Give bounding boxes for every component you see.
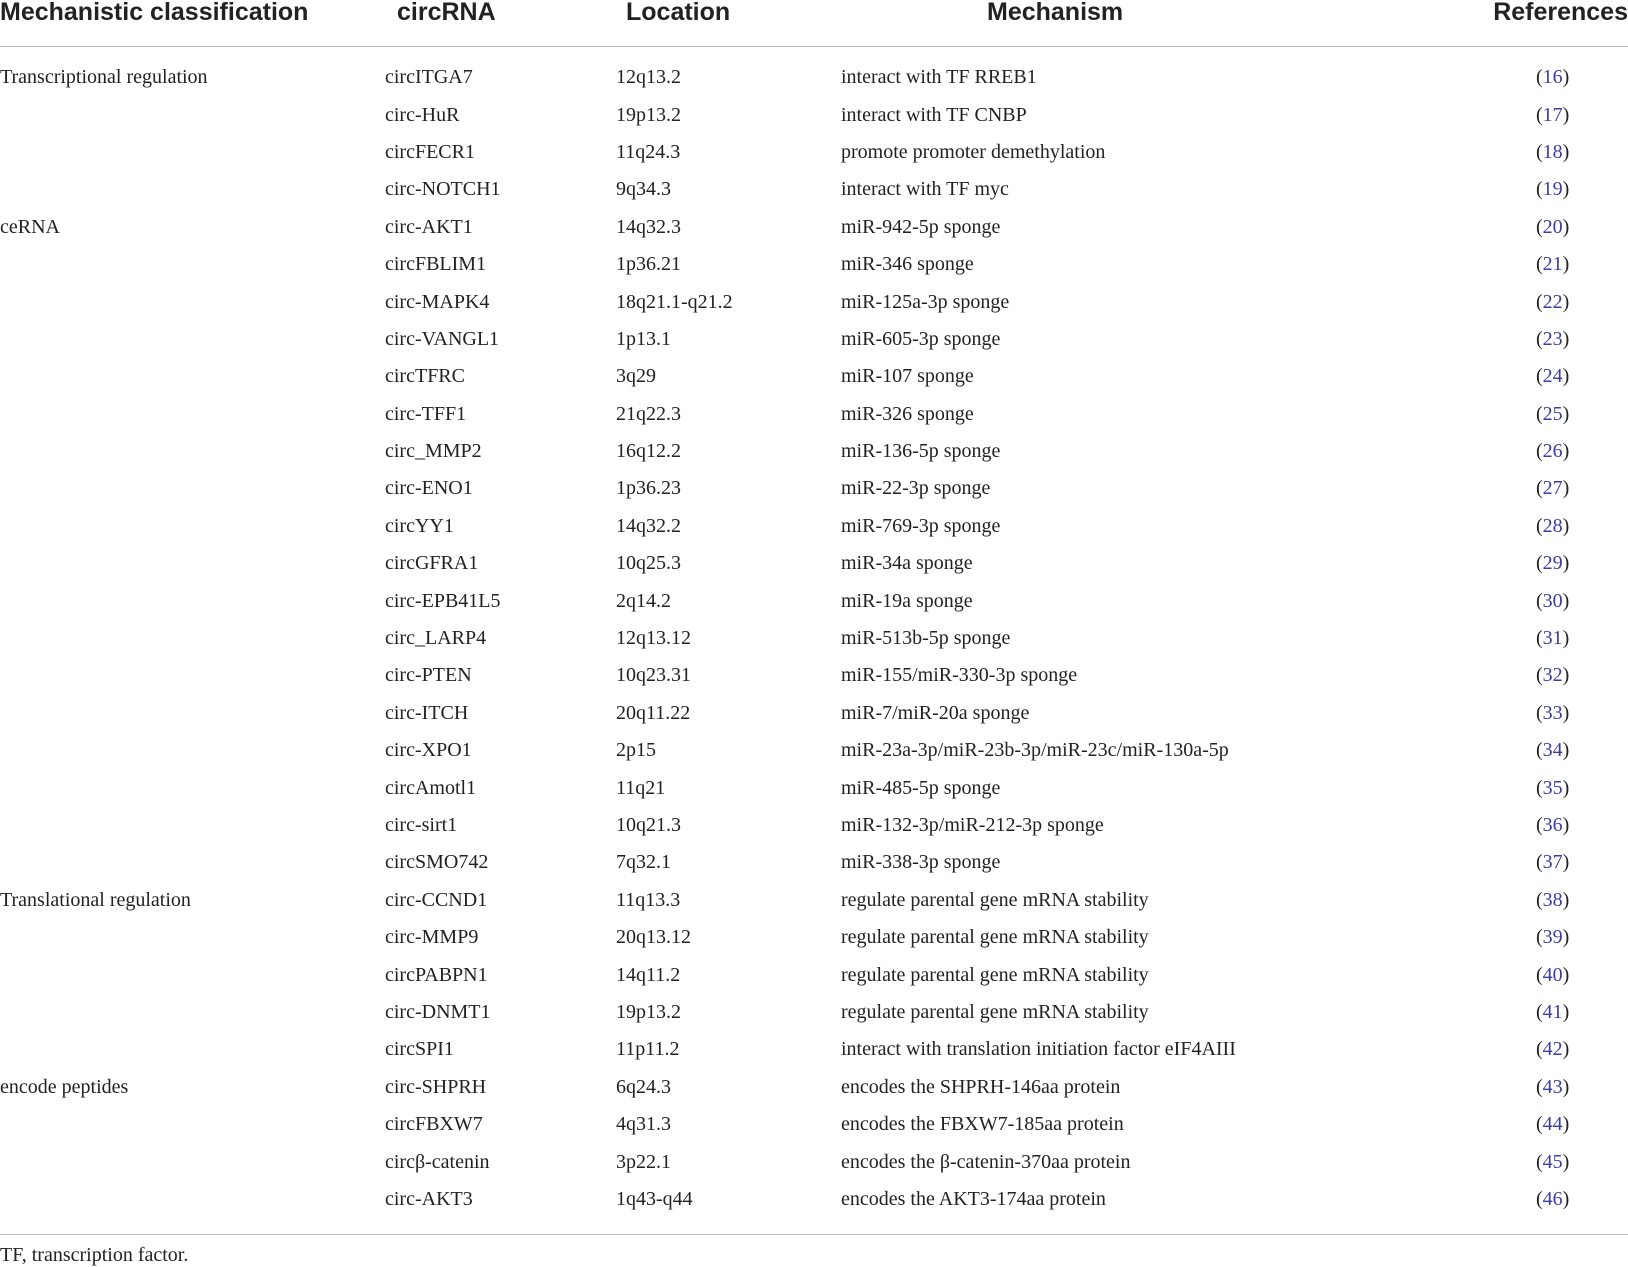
cell-location: 21q22.3 <box>616 402 681 425</box>
cell-circrna: circ-HuR <box>385 103 460 126</box>
cell-location: 3p22.1 <box>616 1150 671 1173</box>
ref-close-paren: ) <box>1562 514 1570 537</box>
cell-mechanism: miR-107 sponge <box>841 365 974 388</box>
ref-open-paren: ( <box>1536 215 1543 238</box>
cell-reference <box>1487 994 1628 1031</box>
cell-location: 16q12.2 <box>616 440 681 463</box>
cell-mechanism: encodes the FBXW7-185aa protein <box>841 1113 1124 1136</box>
cell-classification <box>0 321 385 358</box>
cell-location: 11q21 <box>616 776 666 799</box>
cell-reference <box>1487 358 1628 395</box>
cell-mechanism: miR-942-5p sponge <box>841 215 1001 238</box>
ref-open-paren: ( <box>1536 477 1543 500</box>
cell-classification <box>0 171 385 208</box>
cell-classification <box>0 956 385 993</box>
cell-reference <box>1487 396 1628 433</box>
cell-circrna: circFECR1 <box>385 140 475 163</box>
cell-reference <box>1487 1143 1628 1180</box>
cell-mechanism: regulate parental gene mRNA stability <box>841 888 1149 911</box>
header-mechanism: Mechanism <box>841 0 1487 47</box>
cell-mechanism: regulate parental gene mRNA stability <box>841 963 1149 986</box>
cell-reference <box>1487 433 1628 470</box>
reference-link[interactable]: 24 <box>1542 365 1563 388</box>
cell-reference <box>1487 919 1628 956</box>
cell-mechanism: miR-346 sponge <box>841 253 974 276</box>
cell-reference <box>1487 620 1628 657</box>
cell-classification <box>0 470 385 507</box>
cell-location: 2q14.2 <box>616 589 671 612</box>
cell-circrna: circ-MMP9 <box>385 926 479 949</box>
table-row <box>0 919 1628 956</box>
ref-open-paren: ( <box>1536 851 1543 874</box>
cell-classification: ceRNA <box>0 215 60 238</box>
cell-circrna: circ-PTEN <box>385 664 472 687</box>
ref-open-paren: ( <box>1536 701 1543 724</box>
cell-location: 1p36.23 <box>616 477 681 500</box>
table-row <box>0 657 1628 694</box>
table-row <box>0 1106 1628 1143</box>
ref-close-paren: ) <box>1562 589 1570 612</box>
cell-circrna: circ-CCND1 <box>385 888 488 911</box>
cell-classification <box>0 1031 385 1068</box>
reference-link[interactable]: 28 <box>1542 514 1563 537</box>
cell-reference <box>1487 1106 1628 1143</box>
cell-classification <box>0 582 385 619</box>
cell-mechanism: miR-136-5p sponge <box>841 440 1001 463</box>
ref-open-paren: ( <box>1536 402 1543 425</box>
cell-classification <box>0 433 385 470</box>
ref-close-paren: ) <box>1562 739 1570 762</box>
cell-reference <box>1487 769 1628 806</box>
cell-reference <box>1487 321 1628 358</box>
table-row <box>0 769 1628 806</box>
cell-circrna: circ-EPB41L5 <box>385 589 501 612</box>
cell-classification <box>0 807 385 844</box>
cell-circrna: circ-SHPRH <box>385 1075 487 1098</box>
cell-reference <box>1487 545 1628 582</box>
cell-location: 7q32.1 <box>616 851 671 874</box>
cell-mechanism: encodes the AKT3-174aa protein <box>841 1181 1487 1235</box>
cell-mechanism: miR-23a-3p/miR-23b-3p/miR-23c/miR-130a-5p <box>841 739 1229 762</box>
cell-mechanism: miR-338-3p sponge <box>841 851 1001 874</box>
table-row <box>0 582 1628 619</box>
reference-link[interactable]: 38 <box>1542 888 1563 911</box>
cell-reference <box>1487 695 1628 732</box>
header-location: Location <box>616 0 841 47</box>
cell-reference <box>1487 134 1628 171</box>
cell-location: 1p13.1 <box>616 327 671 350</box>
cell-reference <box>1487 283 1628 320</box>
ref-close-paren: ) <box>1562 888 1570 911</box>
cell-classification <box>0 769 385 806</box>
cell-location: 9q34.3 <box>616 178 671 201</box>
reference-link[interactable]: 20 <box>1542 215 1563 238</box>
table-row <box>0 433 1628 470</box>
ref-close-paren: ) <box>1562 1038 1570 1061</box>
ref-open-paren: ( <box>1536 552 1543 575</box>
reference-link[interactable]: 40 <box>1542 963 1563 986</box>
cell-circrna: circ-AKT1 <box>385 215 473 238</box>
ref-open-paren: ( <box>1536 888 1543 911</box>
table-row <box>0 1181 1628 1235</box>
cell-mechanism: miR-513b-5p sponge <box>841 627 1011 650</box>
reference-link[interactable]: 43 <box>1542 1075 1563 1098</box>
reference-link[interactable]: 34 <box>1542 739 1563 762</box>
cell-mechanism: interact with TF myc <box>841 178 1009 201</box>
table-header <box>0 0 1628 47</box>
ref-close-paren: ) <box>1562 290 1570 313</box>
cell-location: 10q25.3 <box>616 552 681 575</box>
table-row <box>0 1031 1628 1068</box>
reference-link[interactable]: 41 <box>1542 1000 1563 1023</box>
cell-reference <box>1487 209 1628 246</box>
reference-link[interactable]: 26 <box>1542 440 1563 463</box>
cell-reference <box>1487 470 1628 507</box>
cell-reference <box>1487 732 1628 769</box>
cell-classification <box>0 1106 385 1143</box>
cell-location: 11q13.3 <box>616 888 681 911</box>
cell-circrna: circSMO742 <box>385 851 489 874</box>
cell-mechanism: interact with TF RREB1 <box>841 66 1037 89</box>
ref-open-paren: ( <box>1536 327 1543 350</box>
ref-close-paren: ) <box>1562 178 1570 201</box>
cell-mechanism: regulate parental gene mRNA stability <box>841 1000 1149 1023</box>
cell-classification <box>0 994 385 1031</box>
cell-classification <box>0 283 385 320</box>
ref-close-paren: ) <box>1562 440 1570 463</box>
cell-mechanism: promote promoter demethylation <box>841 140 1106 163</box>
cell-location: 11p11.2 <box>616 1038 680 1061</box>
cell-mechanism: interact with TF CNBP <box>841 103 1027 126</box>
table-row <box>0 882 1628 919</box>
table-row <box>0 620 1628 657</box>
cell-classification <box>0 1181 385 1235</box>
ref-open-paren: ( <box>1536 1000 1543 1023</box>
cell-reference <box>1487 844 1628 881</box>
cell-circrna: circAmotl1 <box>385 776 477 799</box>
cell-location: 20q11.22 <box>616 701 691 724</box>
ref-open-paren: ( <box>1536 1150 1543 1173</box>
ref-open-paren: ( <box>1536 1075 1543 1098</box>
cell-classification <box>0 358 385 395</box>
ref-open-paren: ( <box>1536 589 1543 612</box>
cell-circrna: circFBLIM1 <box>385 253 487 276</box>
table-row <box>0 1143 1628 1180</box>
cell-circrna: circ-ITCH <box>385 701 469 724</box>
ref-close-paren: ) <box>1562 664 1570 687</box>
reference-link[interactable]: 39 <box>1542 926 1563 949</box>
table-row <box>0 358 1628 395</box>
cell-mechanism: miR-769-3p sponge <box>841 514 1001 537</box>
ref-close-paren: ) <box>1562 103 1570 126</box>
reference-link[interactable]: 29 <box>1542 552 1563 575</box>
cell-circrna: circITGA7 <box>385 66 473 89</box>
cell-location: 2p15 <box>616 739 656 762</box>
cell-location: 10q23.31 <box>616 664 691 687</box>
table-row <box>0 807 1628 844</box>
cell-circrna: circGFRA1 <box>385 552 479 575</box>
cell-location: 14q32.2 <box>616 514 681 537</box>
ref-open-paren: ( <box>1536 926 1543 949</box>
table-row <box>0 994 1628 1031</box>
reference-link[interactable]: 31 <box>1542 627 1563 650</box>
cell-circrna: circ-NOTCH1 <box>385 178 501 201</box>
reference-link[interactable]: 46 <box>1542 1187 1563 1210</box>
cell-location: 6q24.3 <box>616 1075 671 1098</box>
cell-circrna: circ-TFF1 <box>385 402 467 425</box>
ref-open-paren: ( <box>1536 1187 1543 1210</box>
table-row <box>0 47 1628 97</box>
ref-close-paren: ) <box>1562 66 1570 89</box>
header-mechanistic-classification: Mechanistic classification <box>0 0 385 47</box>
reference-link[interactable]: 27 <box>1542 477 1563 500</box>
cell-mechanism: miR-19a sponge <box>841 589 973 612</box>
cell-location: 1q43-q44 <box>616 1181 841 1235</box>
cell-classification <box>0 508 385 545</box>
cell-circrna: circ_LARP4 <box>385 627 487 650</box>
ref-close-paren: ) <box>1562 477 1570 500</box>
ref-close-paren: ) <box>1562 327 1570 350</box>
cell-circrna: circSPI1 <box>385 1038 454 1061</box>
ref-close-paren: ) <box>1562 402 1570 425</box>
cell-reference <box>1487 96 1628 133</box>
ref-close-paren: ) <box>1562 215 1570 238</box>
reference-link[interactable]: 19 <box>1542 178 1563 201</box>
cell-classification <box>0 1143 385 1180</box>
cell-location: 3q29 <box>616 365 656 388</box>
cell-reference <box>1487 956 1628 993</box>
ref-open-paren: ( <box>1536 440 1543 463</box>
ref-open-paren: ( <box>1536 739 1543 762</box>
ref-open-paren: ( <box>1536 514 1543 537</box>
reference-link[interactable]: 22 <box>1542 290 1563 313</box>
cell-location: 12q13.2 <box>616 66 681 89</box>
cell-classification <box>0 620 385 657</box>
ref-open-paren: ( <box>1536 178 1543 201</box>
ref-open-paren: ( <box>1536 776 1543 799</box>
reference-link[interactable]: 42 <box>1542 1038 1563 1061</box>
cell-reference <box>1487 1181 1628 1235</box>
ref-close-paren: ) <box>1562 814 1570 836</box>
cell-circrna: circ-MAPK4 <box>385 290 490 313</box>
cell-classification <box>0 545 385 582</box>
ref-close-paren: ) <box>1562 627 1570 650</box>
cell-location: 19p13.2 <box>616 103 681 126</box>
table-row <box>0 396 1628 433</box>
cell-classification: Transcriptional regulation <box>0 66 208 89</box>
cell-reference <box>1487 246 1628 283</box>
cell-location: 20q13.12 <box>616 926 691 949</box>
table-row <box>0 844 1628 881</box>
table-row <box>0 508 1628 545</box>
cell-location: 12q13.12 <box>616 627 691 650</box>
cell-location: 10q21.3 <box>616 814 681 836</box>
ref-close-paren: ) <box>1562 365 1570 388</box>
ref-open-paren: ( <box>1536 253 1543 276</box>
cell-reference <box>1487 47 1628 97</box>
cell-reference <box>1487 1069 1628 1106</box>
table-footnote: TF, transcription factor. <box>0 1244 189 1266</box>
reference-link[interactable]: 17 <box>1542 103 1563 126</box>
cell-circrna: circ-DNMT1 <box>385 1000 491 1023</box>
ref-open-paren: ( <box>1536 290 1543 313</box>
cell-mechanism: encodes the β-catenin-370aa protein <box>841 1150 1131 1173</box>
cell-reference <box>1487 807 1628 844</box>
cell-classification <box>0 919 385 956</box>
cell-reference <box>1487 882 1628 919</box>
cell-location: 18q21.1-q21.2 <box>616 290 733 313</box>
table-row <box>0 283 1628 320</box>
cell-circrna: circβ-catenin <box>385 1150 490 1173</box>
cell-circrna: circ-AKT3 <box>385 1181 616 1235</box>
table-row <box>0 956 1628 993</box>
ref-open-paren: ( <box>1536 1038 1543 1061</box>
table-row <box>0 96 1628 133</box>
cell-location: 19p13.2 <box>616 1000 681 1023</box>
cell-circrna: circYY1 <box>385 514 454 537</box>
cell-reference <box>1487 657 1628 694</box>
cell-classification <box>0 96 385 133</box>
ref-open-paren: ( <box>1536 963 1543 986</box>
cell-circrna: circPABPN1 <box>385 963 488 986</box>
reference-link[interactable]: 36 <box>1542 814 1563 836</box>
ref-open-paren: ( <box>1536 627 1543 650</box>
reference-link[interactable]: 35 <box>1542 776 1563 799</box>
cell-mechanism: miR-605-3p sponge <box>841 327 1001 350</box>
cell-circrna: circ_MMP2 <box>385 440 482 463</box>
ref-open-paren: ( <box>1536 66 1543 89</box>
header-row <box>0 0 1628 47</box>
table-row <box>0 732 1628 769</box>
cell-classification <box>0 732 385 769</box>
reference-link[interactable]: 30 <box>1542 589 1563 612</box>
cell-location: 4q31.3 <box>616 1113 671 1136</box>
ref-close-paren: ) <box>1562 1075 1570 1098</box>
cell-classification <box>0 246 385 283</box>
table-row <box>0 695 1628 732</box>
header-circrna: circRNA <box>385 0 616 47</box>
header-references: References <box>1487 0 1628 47</box>
ref-close-paren: ) <box>1562 926 1570 949</box>
table-row <box>0 171 1628 208</box>
cell-classification <box>0 396 385 433</box>
reference-link[interactable]: 32 <box>1542 664 1563 687</box>
cell-mechanism: miR-125a-3p sponge <box>841 290 1010 313</box>
cell-mechanism: miR-7/miR-20a sponge <box>841 701 1030 724</box>
cell-circrna: circ-VANGL1 <box>385 327 500 350</box>
reference-link[interactable]: 21 <box>1542 253 1563 276</box>
reference-link[interactable]: 45 <box>1542 1150 1563 1173</box>
table-row <box>0 246 1628 283</box>
ref-close-paren: ) <box>1562 1150 1570 1173</box>
cell-mechanism: miR-34a sponge <box>841 552 973 575</box>
cell-mechanism: miR-155/miR-330-3p sponge <box>841 664 1078 687</box>
cell-reference <box>1487 582 1628 619</box>
cell-classification <box>0 844 385 881</box>
cell-classification <box>0 695 385 732</box>
ref-open-paren: ( <box>1536 140 1543 163</box>
cell-circrna: circ-XPO1 <box>385 739 472 762</box>
cell-circrna: circTFRC <box>385 365 465 388</box>
cell-mechanism: miR-326 sponge <box>841 402 974 425</box>
ref-close-paren: ) <box>1562 1187 1570 1210</box>
cell-classification <box>0 657 385 694</box>
table-row <box>0 545 1628 582</box>
cell-classification <box>0 134 385 171</box>
cell-classification: Translational regulation <box>0 888 191 911</box>
reference-link[interactable]: 23 <box>1542 327 1563 350</box>
cell-mechanism: miR-485-5p sponge <box>841 776 1001 799</box>
ref-open-paren: ( <box>1536 1113 1543 1136</box>
reference-link[interactable]: 37 <box>1542 851 1563 874</box>
table-row <box>0 470 1628 507</box>
cell-classification: encode peptides <box>0 1075 129 1098</box>
table-row <box>0 134 1628 171</box>
reference-link[interactable]: 25 <box>1542 402 1563 425</box>
ref-close-paren: ) <box>1562 1113 1570 1136</box>
reference-link[interactable]: 33 <box>1542 701 1563 724</box>
cell-circrna: circFBXW7 <box>385 1113 483 1136</box>
cell-location: 14q32.3 <box>616 215 681 238</box>
cell-location: 11q24.3 <box>616 140 681 163</box>
cell-mechanism: encodes the SHPRH-146aa protein <box>841 1075 1121 1098</box>
ref-close-paren: ) <box>1562 552 1570 575</box>
cell-location: 1p36.21 <box>616 253 681 276</box>
cell-mechanism: miR-22-3p sponge <box>841 477 991 500</box>
ref-close-paren: ) <box>1562 253 1570 276</box>
ref-close-paren: ) <box>1562 701 1570 724</box>
ref-close-paren: ) <box>1562 1000 1570 1023</box>
cell-location: 14q11.2 <box>616 963 681 986</box>
ref-close-paren: ) <box>1562 140 1570 163</box>
ref-open-paren: ( <box>1536 365 1543 388</box>
reference-link[interactable]: 44 <box>1542 1113 1563 1136</box>
reference-link[interactable]: 16 <box>1542 66 1563 89</box>
reference-link[interactable]: 18 <box>1542 140 1563 163</box>
ref-close-paren: ) <box>1562 963 1570 986</box>
cell-mechanism: regulate parental gene mRNA stability <box>841 926 1149 949</box>
ref-open-paren: ( <box>1536 814 1543 836</box>
cell-reference <box>1487 508 1628 545</box>
ref-close-paren: ) <box>1562 776 1570 799</box>
ref-open-paren: ( <box>1536 103 1543 126</box>
ref-close-paren: ) <box>1562 851 1570 874</box>
table-body <box>0 47 1628 1235</box>
cell-reference <box>1487 171 1628 208</box>
ref-open-paren: ( <box>1536 664 1543 687</box>
cell-mechanism: interact with translation initiation factor eIF4AIII <box>841 1038 1236 1061</box>
cell-circrna: circ-sirt1 <box>385 814 458 836</box>
table-row <box>0 1069 1628 1106</box>
cell-reference <box>1487 1031 1628 1068</box>
cell-mechanism: miR-132-3p/miR-212-3p sponge <box>841 814 1104 836</box>
table-row <box>0 209 1628 246</box>
table-row <box>0 321 1628 358</box>
cell-circrna: circ-ENO1 <box>385 477 473 500</box>
